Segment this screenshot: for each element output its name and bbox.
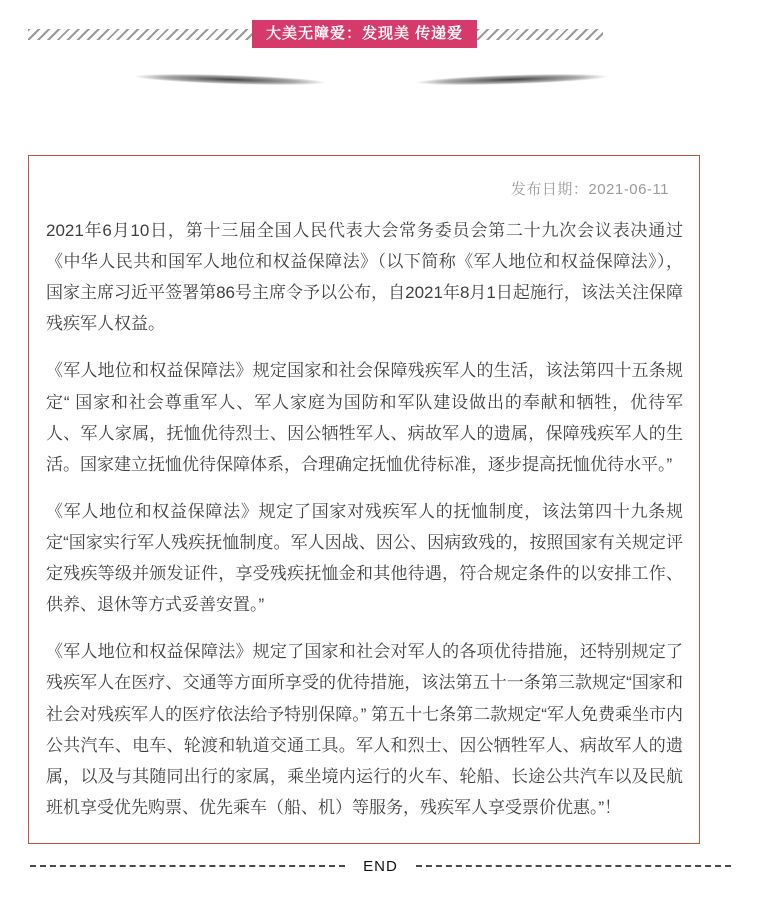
article-paragraph-3: 《军人地位和权益保障法》规定了国家对残疾军人的抚恤制度，该法第四十九条规定“国家实行军人残疾抚恤制度。军人因战、因公、因病致残的，按照国家有关规定评定残疾等级并颁发证件，享受残疾抚恤金和其他待遇，符合规定条件的以安排工作、供养、退休等方式妥善安置。” — [46, 501, 683, 615]
dashed-line-left — [30, 865, 345, 867]
article-box — [28, 155, 700, 844]
top-decorative-band — [28, 20, 604, 48]
end-label: END — [363, 857, 398, 875]
article-paragraph-2: 《军人地位和权益保障法》规定国家和社会保障残疾军人的生活，该法第四十五条规定“ 国家和社会尊重军人、军人家庭为国防和军队建设做出的奉献和牺牲，优待军人、军人家属，抚恤优待烈士、因公牺牲军人、病故军人的遗属，保障残疾军人的生活。国家建立抚恤优待保障体系，合理确定抚恤优待标准，逐步提高抚恤优待水平。” — [46, 361, 683, 474]
end-divider — [30, 858, 731, 875]
shadow-arc-right — [378, 69, 646, 90]
hatch-pattern-left — [28, 29, 252, 40]
publish-date: 发布日期：2021-06-11 — [510, 181, 669, 198]
hatch-pattern-right — [477, 29, 603, 40]
shadow-arc-left — [96, 69, 364, 90]
header-banner: 大美无障爱：发现美 传递爱 — [252, 20, 477, 48]
article-paragraph-1: 2021年6月10日，第十三届全国人民代表大会常务委员会第二十九次会议表决通过《中华人民共和国军人地位和权益保障法》（以下简称《军人地位和权益保障法》），国家主席习近平签署第86号主席令予以公布，自2021年8月1日起施行，该法关注保障残疾军人权益。 — [46, 221, 683, 334]
article-paragraph-4: 《军人地位和权益保障法》规定了国家和社会对军人的各项优待措施，还特别规定了残疾军人在医疗、交通等方面所享受的优待措施，该法第五十一条第三款规定“国家和社会对残疾军人的医疗依法给予特别保障。” 第五十七条第二款规定“军人免费乘坐市内公共汽车、电车、轮渡和轨道交通工具。军人和烈士、因公牺牲军人、病故军人的遗属，以及与其随同出行的家属，乘坐境内运行的火车、轮船、长途公共汽车以及民航班机享受优先购票、优先乘车（船、机）等服务，残疾军人享受票价优惠。”！ — [46, 642, 683, 817]
divider-shadow — [0, 61, 761, 107]
dashed-line-right — [416, 865, 731, 867]
